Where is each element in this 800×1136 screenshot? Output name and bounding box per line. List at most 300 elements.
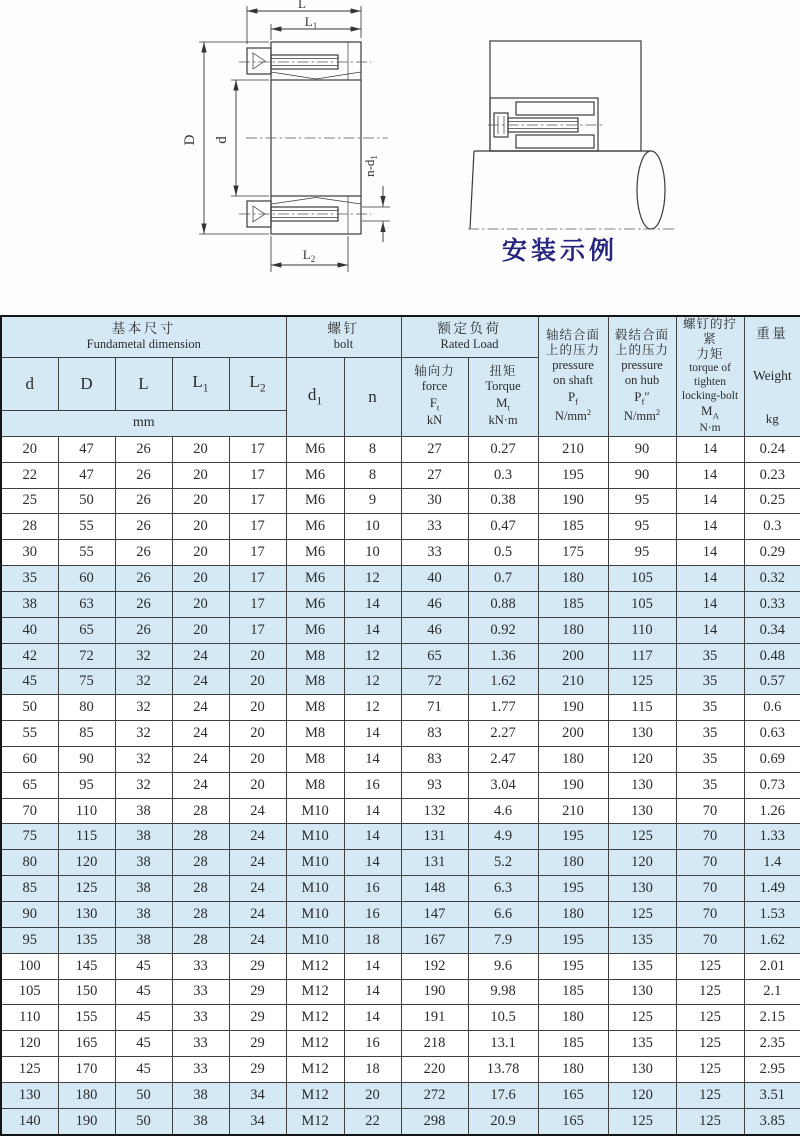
table-cell: 45: [115, 1031, 172, 1057]
table-cell: 0.24: [744, 436, 800, 462]
table-cell: 14: [676, 591, 744, 617]
table-cell: 20.9: [468, 1108, 538, 1134]
table-cell: 20: [172, 514, 229, 540]
table-cell: 9.98: [468, 979, 538, 1005]
table-cell: 20: [172, 462, 229, 488]
table-cell: 14: [344, 617, 401, 643]
table-cell: 20: [344, 1082, 401, 1108]
table-cell: 47: [58, 436, 115, 462]
table-cell: 33: [172, 979, 229, 1005]
table-cell: 125: [608, 1108, 676, 1134]
table-cell: 24: [172, 643, 229, 669]
table-row: [1, 953, 800, 979]
table-cell: 29: [229, 1031, 286, 1057]
table-cell: 14: [676, 436, 744, 462]
table-row: [1, 876, 800, 902]
table-cell: 2.01: [744, 953, 800, 979]
table-cell: 131: [401, 824, 468, 850]
table-cell: 70: [676, 824, 744, 850]
col-n: n: [344, 357, 401, 436]
table-cell: 14: [676, 566, 744, 592]
table-cell: 95: [58, 772, 115, 798]
table-cell: 175: [538, 540, 608, 566]
table-cell: 105: [1, 979, 58, 1005]
table-cell: 185: [538, 979, 608, 1005]
table-cell: M6: [286, 436, 344, 462]
table-cell: 125: [676, 1031, 744, 1057]
table-cell: 1.4: [744, 850, 800, 876]
table-cell: 29: [229, 979, 286, 1005]
table-cell: 117: [608, 643, 676, 669]
table-cell: 220: [401, 1057, 468, 1083]
table-cell: 131: [401, 850, 468, 876]
table-cell: 272: [401, 1082, 468, 1108]
table-cell: 20: [229, 669, 286, 695]
table-cell: 185: [538, 514, 608, 540]
table-cell: 125: [608, 669, 676, 695]
table-cell: 120: [608, 1082, 676, 1108]
table-body: [1, 436, 800, 1134]
table-row: [1, 1005, 800, 1031]
table-cell: 1.36: [468, 643, 538, 669]
table-cell: 0.88: [468, 591, 538, 617]
table-cell: 20: [229, 772, 286, 798]
table-cell: 72: [58, 643, 115, 669]
table-cell: 115: [608, 695, 676, 721]
table-cell: 20: [172, 540, 229, 566]
table-cell: M6: [286, 488, 344, 514]
table-cell: 1.53: [744, 902, 800, 928]
table-cell: 28: [1, 514, 58, 540]
table-cell: 1.26: [744, 798, 800, 824]
table-cell: 200: [538, 643, 608, 669]
table-cell: 55: [58, 540, 115, 566]
unit-mm: mm: [1, 410, 286, 436]
table-cell: 40: [401, 566, 468, 592]
table-cell: 170: [58, 1057, 115, 1083]
table-cell: 29: [229, 1005, 286, 1031]
table-cell: 8: [344, 462, 401, 488]
table-cell: 24: [172, 669, 229, 695]
table-cell: 0.63: [744, 721, 800, 747]
table-cell: 210: [538, 798, 608, 824]
table-cell: 2.1: [744, 979, 800, 1005]
table-cell: 12: [344, 643, 401, 669]
table-cell: 17: [229, 488, 286, 514]
table-cell: 180: [538, 617, 608, 643]
table-cell: 14: [344, 591, 401, 617]
table-cell: 191: [401, 1005, 468, 1031]
table-cell: 34: [229, 1082, 286, 1108]
table-cell: 180: [538, 850, 608, 876]
header-pressure-on-hub: 毂结合面 上的压力 pressure on hub $P_f''$ $N/mm^2$: [608, 316, 676, 436]
table-cell: 70: [676, 798, 744, 824]
table-cell: 65: [58, 617, 115, 643]
table-cell: 130: [608, 772, 676, 798]
table-cell: 38: [172, 1108, 229, 1134]
table-cell: 130: [608, 798, 676, 824]
table-cell: M12: [286, 979, 344, 1005]
col-d: d: [1, 357, 58, 410]
table-cell: 42: [1, 643, 58, 669]
table-cell: 20: [229, 643, 286, 669]
table-row: [1, 850, 800, 876]
table-cell: M12: [286, 1108, 344, 1134]
table-cell: 0.3: [468, 462, 538, 488]
table-cell: 83: [401, 721, 468, 747]
table-cell: 33: [172, 1005, 229, 1031]
table-cell: 120: [608, 746, 676, 772]
table-cell: 20: [229, 721, 286, 747]
table-cell: 13.78: [468, 1057, 538, 1083]
table-row: [1, 514, 800, 540]
table-cell: 125: [676, 1005, 744, 1031]
header-pressure-on-shaft: 轴结合面 上的压力 pressure on shaft $P_f$ $N/mm^2$: [538, 316, 608, 436]
table-cell: 45: [1, 669, 58, 695]
table-cell: M10: [286, 927, 344, 953]
table-cell: 195: [538, 824, 608, 850]
table-cell: 125: [676, 1108, 744, 1134]
table-cell: 1.77: [468, 695, 538, 721]
table-cell: 26: [115, 617, 172, 643]
table-cell: 38: [115, 824, 172, 850]
table-cell: 130: [58, 902, 115, 928]
table-cell: 33: [172, 1057, 229, 1083]
table-cell: 47: [58, 462, 115, 488]
table-cell: 26: [115, 488, 172, 514]
table-cell: 110: [608, 617, 676, 643]
table-cell: 110: [1, 1005, 58, 1031]
table-row: [1, 927, 800, 953]
table-header: [1, 316, 800, 436]
table-cell: 0.38: [468, 488, 538, 514]
table-cell: 32: [115, 695, 172, 721]
table-cell: 95: [608, 488, 676, 514]
col-L: L: [115, 357, 172, 410]
table-cell: 12: [344, 566, 401, 592]
table-cell: 38: [115, 850, 172, 876]
table-cell: 190: [538, 772, 608, 798]
table-cell: 0.29: [744, 540, 800, 566]
table-cell: 10: [344, 540, 401, 566]
table-cell: 120: [58, 850, 115, 876]
table-cell: 22: [344, 1108, 401, 1134]
table-cell: 0.92: [468, 617, 538, 643]
table-cell: 50: [58, 488, 115, 514]
table-cell: 110: [58, 798, 115, 824]
col-d1: $d_1$: [286, 357, 344, 436]
table-cell: 46: [401, 617, 468, 643]
table-cell: 45: [115, 1005, 172, 1031]
table-cell: 135: [608, 1031, 676, 1057]
table-cell: 34: [229, 1108, 286, 1134]
table-cell: 70: [676, 927, 744, 953]
table-cell: 180: [538, 566, 608, 592]
table-cell: 0.7: [468, 566, 538, 592]
table-cell: M12: [286, 1082, 344, 1108]
table-cell: M8: [286, 669, 344, 695]
table-cell: 14: [344, 721, 401, 747]
dim-label-d: d: [214, 136, 230, 144]
table-cell: 20: [229, 746, 286, 772]
assembly-cross-section-drawing: [176, 0, 422, 312]
table-cell: M10: [286, 876, 344, 902]
table-cell: 60: [1, 746, 58, 772]
table-cell: 12: [344, 695, 401, 721]
table-cell: 33: [172, 953, 229, 979]
table-cell: 1.62: [744, 927, 800, 953]
table-cell: 26: [115, 462, 172, 488]
table-cell: 210: [538, 669, 608, 695]
table-cell: 26: [115, 591, 172, 617]
table-cell: 35: [1, 566, 58, 592]
table-cell: 72: [401, 669, 468, 695]
table-cell: 40: [1, 617, 58, 643]
table-cell: M12: [286, 953, 344, 979]
table-cell: 200: [538, 721, 608, 747]
table-cell: 28: [172, 850, 229, 876]
table-cell: 35: [676, 695, 744, 721]
table-cell: 125: [608, 1005, 676, 1031]
table-cell: 125: [676, 1057, 744, 1083]
col-axial-force: 轴向力 force $F_t$ kN: [401, 357, 468, 436]
table-cell: 28: [172, 902, 229, 928]
table-cell: 33: [172, 1031, 229, 1057]
table-cell: 0.33: [744, 591, 800, 617]
table-cell: 115: [58, 824, 115, 850]
table-cell: 26: [115, 514, 172, 540]
table-row: [1, 1108, 800, 1134]
table-row: [1, 591, 800, 617]
table-cell: 16: [344, 902, 401, 928]
table-cell: 195: [538, 462, 608, 488]
table-cell: 17.6: [468, 1082, 538, 1108]
table-cell: 25: [1, 488, 58, 514]
table-cell: 132: [401, 798, 468, 824]
drawings-area: [0, 0, 800, 315]
table-cell: 20: [172, 566, 229, 592]
table-cell: 24: [172, 772, 229, 798]
table-cell: 85: [58, 721, 115, 747]
installation-example-drawing: [468, 16, 708, 241]
table-cell: 24: [229, 902, 286, 928]
table-cell: 1.49: [744, 876, 800, 902]
table-cell: 93: [401, 772, 468, 798]
table-cell: 125: [58, 876, 115, 902]
table-cell: 105: [608, 591, 676, 617]
table-cell: 13.1: [468, 1031, 538, 1057]
table-cell: M6: [286, 617, 344, 643]
table-cell: 190: [538, 488, 608, 514]
table-cell: 0.32: [744, 566, 800, 592]
table-cell: 24: [229, 824, 286, 850]
table-cell: 28: [172, 876, 229, 902]
table-cell: 33: [401, 514, 468, 540]
table-cell: 38: [172, 1082, 229, 1108]
header-rated-load: 额定负荷 Rated Load: [401, 316, 538, 357]
table-cell: 20: [172, 591, 229, 617]
table-cell: 26: [115, 436, 172, 462]
table-cell: 90: [1, 902, 58, 928]
table-cell: 180: [538, 746, 608, 772]
table-cell: 14: [676, 488, 744, 514]
table-cell: 60: [58, 566, 115, 592]
table-cell: 14: [344, 798, 401, 824]
table-cell: 32: [115, 669, 172, 695]
table-cell: 35: [676, 746, 744, 772]
table-cell: 125: [676, 1082, 744, 1108]
table-cell: 70: [676, 876, 744, 902]
table-cell: 20: [1, 436, 58, 462]
table-cell: 26: [115, 566, 172, 592]
table-cell: 14: [676, 462, 744, 488]
table-cell: 0.69: [744, 746, 800, 772]
table-cell: M12: [286, 1057, 344, 1083]
table-cell: 135: [608, 953, 676, 979]
col-D: D: [58, 357, 115, 410]
table-cell: 0.27: [468, 436, 538, 462]
table-row: [1, 436, 800, 462]
installation-caption: 安装示例: [502, 238, 619, 265]
table-cell: 24: [229, 876, 286, 902]
header-tightening-torque: 螺钉的拧紧 力矩 torque of tighten locking-bolt $M_A$ N·m: [676, 316, 744, 436]
table-cell: M10: [286, 850, 344, 876]
table-cell: 38: [115, 798, 172, 824]
table-cell: 1.62: [468, 669, 538, 695]
table-cell: 155: [58, 1005, 115, 1031]
table-cell: M8: [286, 746, 344, 772]
table-row: [1, 540, 800, 566]
table-cell: 30: [401, 488, 468, 514]
table-cell: 6.6: [468, 902, 538, 928]
table-cell: 14: [344, 953, 401, 979]
table-cell: 28: [172, 824, 229, 850]
table-cell: 20: [172, 436, 229, 462]
table-cell: 140: [1, 1108, 58, 1134]
table-cell: M10: [286, 824, 344, 850]
table-cell: 20: [172, 488, 229, 514]
table-cell: M6: [286, 591, 344, 617]
table-cell: M12: [286, 1031, 344, 1057]
table-cell: 0.34: [744, 617, 800, 643]
table-cell: 28: [172, 927, 229, 953]
table-cell: 17: [229, 514, 286, 540]
table-cell: 3.04: [468, 772, 538, 798]
table-cell: 125: [608, 902, 676, 928]
table-cell: 9: [344, 488, 401, 514]
table-cell: M6: [286, 566, 344, 592]
table-cell: 17: [229, 617, 286, 643]
table-cell: 1.33: [744, 824, 800, 850]
table-cell: 38: [1, 591, 58, 617]
table-cell: 165: [538, 1108, 608, 1134]
dim-label-L1: $L_1$: [304, 14, 318, 31]
table-cell: 4.6: [468, 798, 538, 824]
table-cell: 32: [115, 772, 172, 798]
table-cell: 38: [115, 902, 172, 928]
table-cell: 2.95: [744, 1057, 800, 1083]
table-cell: M10: [286, 798, 344, 824]
table-cell: 4.9: [468, 824, 538, 850]
table-cell: 20: [229, 695, 286, 721]
table-cell: 14: [676, 540, 744, 566]
table-cell: 125: [1, 1057, 58, 1083]
table-cell: 35: [676, 643, 744, 669]
table-cell: 185: [538, 1031, 608, 1057]
table-cell: M8: [286, 643, 344, 669]
table-cell: 24: [172, 746, 229, 772]
table-cell: 45: [115, 979, 172, 1005]
table-cell: 45: [115, 953, 172, 979]
table-row: [1, 721, 800, 747]
table-cell: 90: [608, 462, 676, 488]
table-cell: 63: [58, 591, 115, 617]
table-row: [1, 462, 800, 488]
table-cell: 192: [401, 953, 468, 979]
table-cell: 14: [676, 514, 744, 540]
header-bolt: 螺钉 bolt: [286, 316, 401, 357]
table-cell: 190: [401, 979, 468, 1005]
table-cell: 29: [229, 953, 286, 979]
table-row: [1, 1082, 800, 1108]
table-cell: 18: [344, 927, 401, 953]
table-row: [1, 1031, 800, 1057]
dim-label-L2: $L_2$: [302, 247, 316, 264]
table-cell: 8: [344, 436, 401, 462]
table-cell: 33: [401, 540, 468, 566]
table-row: [1, 772, 800, 798]
table-cell: 12: [344, 669, 401, 695]
table-row: [1, 1057, 800, 1083]
table-cell: 105: [608, 566, 676, 592]
table-row: [1, 488, 800, 514]
table-row: [1, 746, 800, 772]
table-cell: 38: [115, 927, 172, 953]
header-weight: 重量 Weight kg: [744, 316, 800, 436]
table-cell: M8: [286, 695, 344, 721]
table-row: [1, 695, 800, 721]
table-cell: 80: [1, 850, 58, 876]
table-cell: 5.2: [468, 850, 538, 876]
header-basic-dimension: 基本尺寸 Fundametal dimension: [1, 316, 286, 357]
table-cell: 120: [1, 1031, 58, 1057]
table-cell: M8: [286, 721, 344, 747]
table-cell: 71: [401, 695, 468, 721]
table-cell: 100: [1, 953, 58, 979]
shaft-end-section: [637, 151, 665, 229]
table-cell: 30: [1, 540, 58, 566]
table-cell: 180: [538, 1005, 608, 1031]
table-cell: 16: [344, 772, 401, 798]
dimension-table: [0, 315, 800, 1136]
table-cell: M10: [286, 902, 344, 928]
table-row: [1, 566, 800, 592]
table-cell: 10: [344, 514, 401, 540]
table-cell: 32: [115, 721, 172, 747]
table-cell: 24: [229, 927, 286, 953]
table-cell: 24: [229, 798, 286, 824]
table-cell: 135: [608, 927, 676, 953]
table-cell: 17: [229, 462, 286, 488]
table-cell: 65: [1, 772, 58, 798]
table-cell: 0.25: [744, 488, 800, 514]
table-cell: 165: [58, 1031, 115, 1057]
table-cell: 24: [172, 721, 229, 747]
table-cell: 38: [115, 876, 172, 902]
table-cell: 0.5: [468, 540, 538, 566]
table-cell: 180: [58, 1082, 115, 1108]
table-cell: 3.51: [744, 1082, 800, 1108]
